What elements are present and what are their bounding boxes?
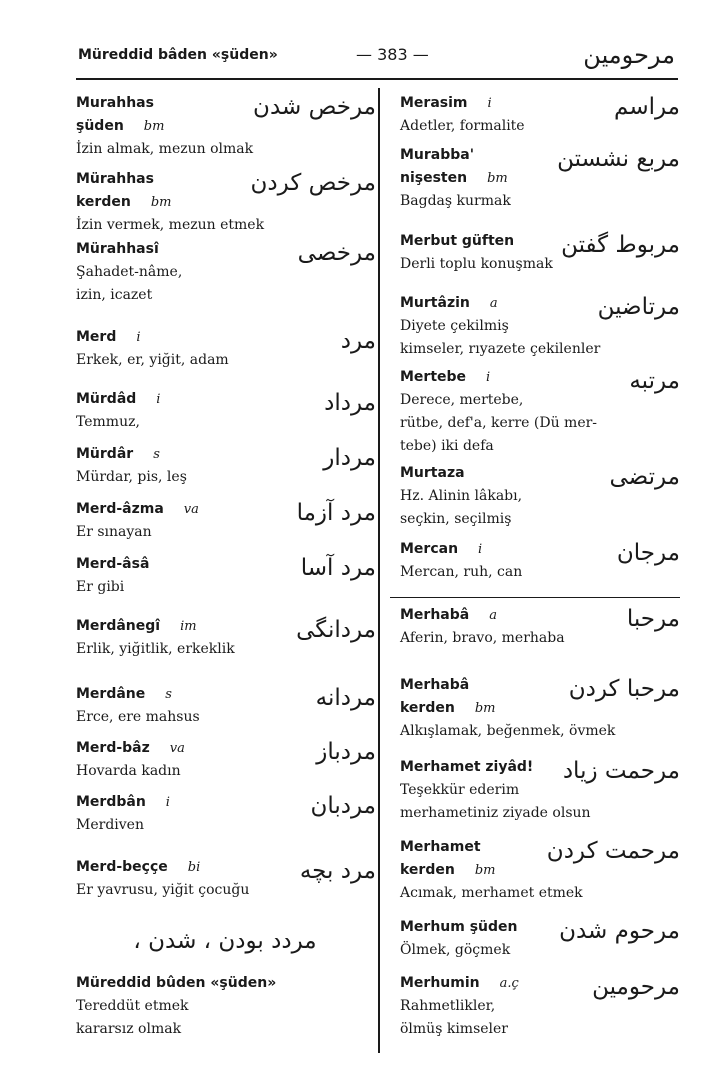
entry-arabic: مرحبا (626, 606, 680, 632)
dictionary-entry (76, 791, 376, 837)
headword-text: Merdbân (76, 794, 146, 810)
dictionary-entry (76, 326, 376, 372)
dictionary-entry (76, 972, 376, 1041)
part-of-speech: a (489, 608, 497, 623)
dictionary-entry (400, 972, 680, 1041)
entry-translation: Hz. Alinin lâkabı, (400, 488, 523, 504)
headword-text: Merd-beççe (76, 859, 168, 875)
headword-text: Merhamet (400, 839, 481, 855)
entry-translation: Aferin, bravo, merhaba (400, 630, 565, 646)
entry-translation: Şahadet-nâme, (76, 264, 183, 280)
headword-text: Mercan (400, 541, 459, 557)
part-of-speech: a.ç (499, 976, 519, 991)
part-of-speech: s (165, 687, 172, 702)
part-of-speech: bm (143, 119, 165, 134)
entry-arabic: مرداد (324, 390, 376, 416)
part-of-speech: bm (474, 863, 496, 878)
entry-translation: kararsız olmak (76, 1021, 182, 1037)
entry-arabic: مردانگى (296, 617, 376, 643)
dictionary-entry (400, 604, 680, 650)
headword-text: Merhabâ (400, 607, 470, 623)
part-of-speech: i (487, 96, 492, 111)
part-of-speech: im (180, 619, 197, 634)
right-column-separator (390, 597, 680, 598)
part-of-speech: va (169, 741, 185, 756)
dictionary-entry (400, 916, 680, 962)
entry-translation: kimseler, rıyazete çekilenler (400, 341, 601, 357)
headword-text: Mertebe (400, 369, 467, 385)
headword-text: Merdânegî (76, 618, 161, 634)
entry-translation: İzin vermek, mezun etmek (76, 217, 265, 233)
dictionary-entry (400, 366, 680, 458)
headword-text: Merhumin (400, 975, 480, 991)
dictionary-entry (400, 462, 680, 531)
entry-translation: Rahmetlikler, (400, 998, 496, 1014)
entry-translation: merhametiniz ziyade olsun (400, 805, 591, 821)
entry-arabic: مرتاضين (597, 294, 680, 320)
entry-arabic: مرد بچه (299, 858, 376, 884)
headword-text: Mürdâr (76, 446, 134, 462)
headword-text: Merd-bâz (76, 740, 150, 756)
entry-translation: tebe) iki defa (400, 438, 494, 454)
dictionary-entry (400, 756, 680, 825)
entry-translation: Diyete çekilmiş (400, 318, 509, 334)
headword-text: Merasim (400, 95, 468, 111)
headword-text: Murtaza (400, 465, 465, 481)
dictionary-entry (400, 230, 680, 276)
entry-arabic: مرجان (616, 540, 680, 566)
entry-arabic: مردبان (310, 793, 376, 819)
entry-arabic: مربع نشستن (557, 146, 680, 172)
entry-headword (76, 326, 376, 349)
entry-translation: Mercan, ruh, can (400, 564, 523, 580)
header-rule (76, 78, 678, 80)
headword-text: kerden (76, 194, 131, 210)
column-divider (378, 88, 380, 1053)
dictionary-entry (400, 538, 680, 584)
part-of-speech: s (153, 447, 160, 462)
headword-text: Mürdâd (76, 391, 137, 407)
dictionary-entry (76, 92, 376, 161)
headword-text: kerden (400, 700, 455, 716)
part-of-speech: i (156, 392, 161, 407)
entry-translation: Derli toplu konuşmak (400, 256, 553, 272)
part-of-speech: i (486, 370, 491, 385)
headword-text: Merd-âzma (76, 501, 164, 517)
dictionary-entry (76, 856, 376, 902)
entry-translation: rütbe, def'a, kerre (Dü mer- (400, 415, 598, 431)
dictionary-entry (76, 615, 376, 661)
entry-translation: Er gibi (76, 579, 125, 595)
part-of-speech: i (136, 330, 141, 345)
headword-text: Merdâne (76, 686, 146, 702)
entry-translation: Adetler, formalite (400, 118, 525, 134)
entry-arabic: مرحمت كردن (546, 838, 680, 864)
entry-translation: İzin almak, mezun olmak (76, 141, 254, 157)
dictionary-entry (76, 683, 376, 729)
entry-headword (76, 972, 376, 995)
running-header: Müreddid bâden «şüden» (78, 47, 278, 63)
entry-arabic: مرتضى (609, 464, 680, 490)
entry-arabic: مربوط گفتن (561, 232, 680, 258)
entry-arabic: مردار (323, 445, 376, 471)
part-of-speech: i (165, 795, 170, 810)
headword-text: Merhabâ (400, 677, 470, 693)
entry-arabic: مرحمت زياد (562, 758, 680, 784)
page-number: — 383 — (356, 45, 429, 64)
dictionary-entry (76, 553, 376, 599)
dictionary-entry (76, 238, 376, 307)
entry-translation: Tereddüt etmek (76, 998, 189, 1014)
entry-arabic: مردانه (315, 685, 376, 711)
dictionary-entry (400, 836, 680, 905)
headword-text: Mürahhas (76, 171, 154, 187)
entry-arabic: مرخص كردن (250, 170, 376, 196)
entry-translation: Bagdaş kurmak (400, 193, 511, 209)
entry-arabic: مرد آزما (296, 500, 376, 526)
dictionary-entry (400, 292, 680, 361)
headword-text: Merd (76, 329, 117, 345)
dictionary-entry (400, 92, 680, 138)
dictionary-entry (400, 144, 680, 213)
entry-arabic: مرحوم شدن (559, 918, 680, 944)
headword-text: Merhamet ziyâd! (400, 759, 534, 775)
entry-arabic: مرخصى (297, 240, 376, 266)
headword-text: Murtâzin (400, 295, 470, 311)
dictionary-entry (76, 443, 376, 489)
entry-translation: ölmüş kimseler (400, 1021, 508, 1037)
entry-translation: Erce, ere mahsus (76, 709, 200, 725)
headword-text: Merd-âsâ (76, 556, 150, 572)
headword-text: şüden (76, 118, 124, 134)
part-of-speech: bm (487, 171, 508, 186)
entry-arabic: مراسم (614, 94, 680, 120)
headword-text: nişesten (400, 170, 468, 186)
headword-text: kerden (400, 862, 455, 878)
part-of-speech: bm (474, 701, 496, 716)
entry-translation: Temmuz, (76, 414, 140, 430)
headword-text: Murahhas (76, 95, 154, 111)
part-of-speech: a (489, 296, 498, 311)
entry-translation: Ölmek, göçmek (400, 942, 511, 958)
dictionary-entry (400, 674, 680, 743)
dictionary-entry (76, 737, 376, 783)
entry-translation: Erlik, yiğitlik, erkeklik (76, 641, 235, 657)
entry-arabic: مرتبه (629, 368, 680, 394)
entry-translation: Mürdar, pis, leş (76, 469, 187, 485)
entry-translation: seçkin, seçilmiş (400, 511, 512, 527)
entry-translation: izin, icazet (76, 287, 153, 303)
entry-translation: Er sınayan (76, 524, 152, 540)
headword-text: Müreddid bûden «şüden» (76, 975, 277, 991)
entry-arabic: مرحبا كردن (568, 676, 680, 702)
part-of-speech: va (183, 502, 199, 517)
catchword-arabic: مرحومين (583, 41, 675, 69)
headword-text: Mürahhasî (76, 241, 159, 257)
dictionary-entry (76, 168, 376, 237)
entry-translation: Erkek, er, yiğit, adam (76, 352, 229, 368)
entry-translation: Hovarda kadın (76, 763, 181, 779)
part-of-speech: i (478, 542, 483, 557)
entry-translation: Alkışlamak, beğenmek, övmek (400, 723, 616, 739)
entry-translation: Teşekkür ederim (400, 782, 520, 798)
headword-text: Merbut güften (400, 233, 515, 249)
part-of-speech: bm (150, 195, 172, 210)
entry-arabic: مرحومين (592, 974, 680, 1000)
phrase-arabic: مردد بودن ، شدن ، (133, 928, 317, 954)
entry-translation: Merdiven (76, 817, 144, 833)
headword-text: Murabba' (400, 147, 475, 163)
dictionary-entry (76, 498, 376, 544)
entry-arabic: مردباز (316, 739, 376, 765)
headword-text: Merhum şüden (400, 919, 518, 935)
dictionary-entry (76, 388, 376, 434)
entry-translation: Acımak, merhamet etmek (400, 885, 583, 901)
entry-arabic: مرد آسا (300, 555, 376, 581)
part-of-speech: bi (187, 860, 201, 875)
entry-translation: Er yavrusu, yiğit çocuğu (76, 882, 250, 898)
entry-arabic: مرخص شدن (253, 94, 376, 120)
entry-translation: Derece, mertebe, (400, 392, 524, 408)
entry-arabic: مرد (340, 328, 376, 354)
